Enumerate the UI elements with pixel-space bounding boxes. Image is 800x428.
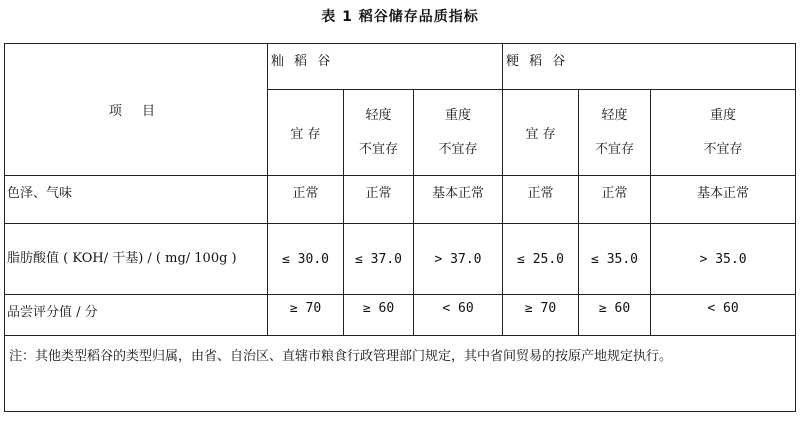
- header-suitable: 宜 存: [268, 90, 344, 176]
- header-mild-line2: 不宜存: [358, 141, 398, 157]
- header-severe-line2: 不宜存: [703, 141, 743, 157]
- header-item: 项 目: [5, 44, 268, 176]
- table-cell: ≤ 35.0: [579, 224, 651, 295]
- table-note: 注：其他类型稻谷的类型归属，由省、自治区、直辖市粮食行政管理部门规定，其中省间贸易的按原产地规定执行。: [5, 336, 796, 412]
- quality-table: [4, 43, 796, 412]
- header-mild-line1: 轻度: [365, 107, 392, 123]
- note-row: [5, 336, 796, 412]
- table-cell: ≥ 70: [268, 295, 344, 336]
- table-cell: ≤ 37.0: [344, 224, 414, 295]
- row-label: 色泽、气味: [5, 176, 268, 224]
- row-label: 脂肪酸值 ( KOH/ 干基) / ( mg/ 100g ): [5, 224, 268, 295]
- table-cell: 正常: [579, 176, 651, 224]
- table-cell: > 37.0: [414, 224, 503, 295]
- header-mild-line1: 轻度: [601, 107, 628, 123]
- table-cell: > 35.0: [651, 224, 796, 295]
- table-title: 表 1 稻谷储存品质指标: [321, 9, 479, 25]
- table-row: [5, 224, 796, 295]
- header-mild-line2: 不宜存: [595, 141, 635, 157]
- header-severe: [651, 90, 796, 176]
- table-row: [5, 295, 796, 336]
- row-label: 品尝评分值 / 分: [5, 295, 268, 336]
- table-cell: 正常: [268, 176, 344, 224]
- table-row: [5, 176, 796, 224]
- header-row-groups: [5, 44, 796, 90]
- header-severe-line1: 重度: [445, 107, 472, 123]
- table-cell: ≤ 30.0: [268, 224, 344, 295]
- header-severe-line1: 重度: [710, 107, 737, 123]
- table-cell: 基本正常: [651, 176, 796, 224]
- table-cell: 正常: [344, 176, 414, 224]
- header-severe-line2: 不宜存: [438, 141, 478, 157]
- table-cell: < 60: [414, 295, 503, 336]
- header-severe: [414, 90, 503, 176]
- table-cell: ≥ 60: [579, 295, 651, 336]
- table-cell: < 60: [651, 295, 796, 336]
- table-cell: ≤ 25.0: [503, 224, 579, 295]
- table-cell: 基本正常: [414, 176, 503, 224]
- table-cell: ≥ 70: [503, 295, 579, 336]
- table-cell: ≥ 60: [344, 295, 414, 336]
- header-group-japonica: 粳 稻 谷: [503, 44, 796, 90]
- header-suitable: 宜 存: [503, 90, 579, 176]
- table-cell: 正常: [503, 176, 579, 224]
- header-mild: [344, 90, 414, 176]
- header-mild: [579, 90, 651, 176]
- header-group-indica: 籼 稻 谷: [268, 44, 503, 90]
